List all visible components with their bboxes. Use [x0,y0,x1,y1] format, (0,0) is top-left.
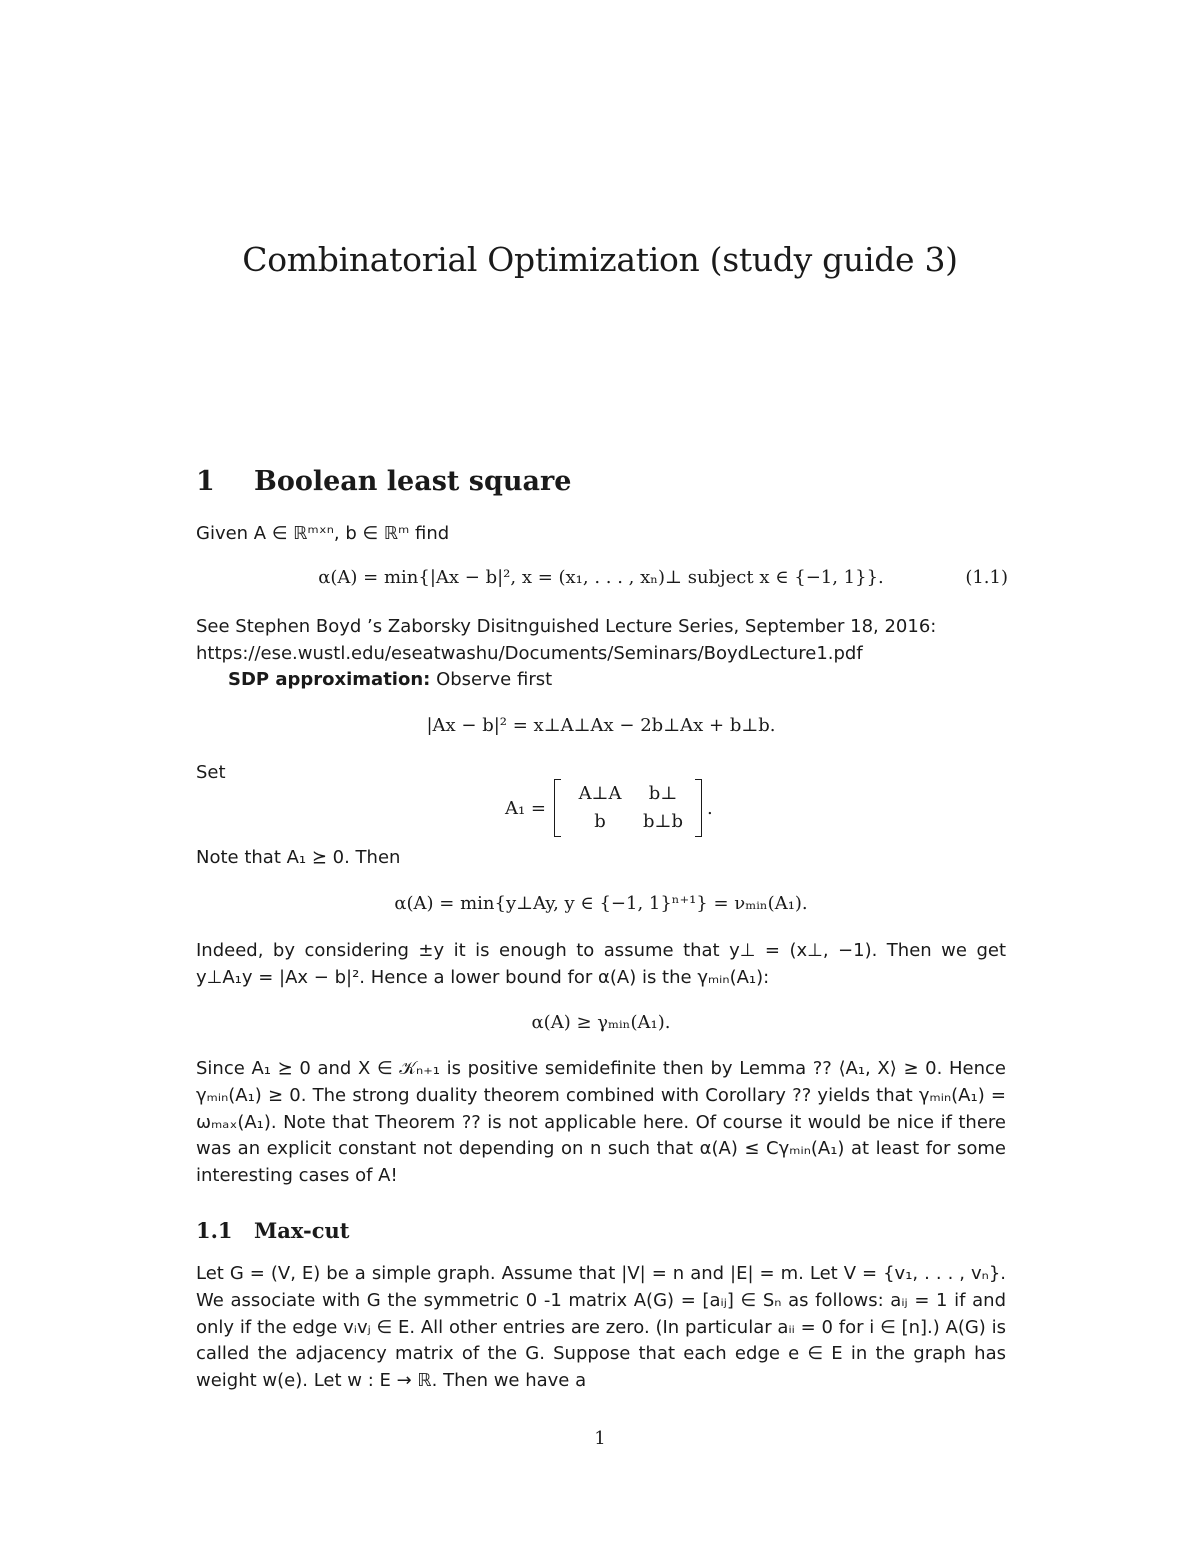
matrix-cell: b⊥b [643,811,684,832]
page-number: 1 [594,1428,606,1449]
note-line: Note that A₁ ⪰ 0. Then [196,847,401,868]
left-bracket [554,779,561,837]
section-heading [196,466,571,497]
matrix-period: . [707,797,713,819]
matrix-a1 [505,778,713,838]
right-bracket [695,779,702,837]
maxcut-paragraph: Let G = (V, E) be a simple graph. Assume that |V| = n and |E| = m. Let V = {v₁, . . . , vₙ}. We associate with G the symmetric 0 -1 matrix A(G) = [aᵢⱼ] ∈ Sₙ as follows: aᵢⱼ = 1 if and only if the edge vᵢvⱼ ∈ E. All other entries are zero. (In particular aᵢᵢ = 0 for i ∈ [n].) A(G) is called the adjacency matrix of the G. Suppose that each edge e ∈ E in the graph has weight w(e). Let w : E → ℝ. Then we have a [196,1263,1006,1392]
equation-expand: |Ax − b|² = x⊥A⊥Ax − 2b⊥Ax + b⊥b. [426,715,776,736]
matrix-cell: A⊥A [578,783,622,804]
since-paragraph: Since A₁ ⪰ 0 and X ∈ 𝒦ₙ₊₁ is positive semidefinite then by Lemma ?? ⟨A₁, X⟩ ≥ 0. Hence γₘᵢₙ(A₁) ≥ 0. The strong duality theorem combined with Corollary ?? yields that γₘᵢₙ(A₁) = ωₘₐₓ(A₁). Note that Theorem ?? is not applicable here. Of course it would be nice if there was an explicit constant not depending on n such that α(A) ≤ Cγₘᵢₙ(A₁) at least for some interesting cases of A! [196,1058,1006,1187]
equation-alpha: α(A) = min{y⊥Ay, y ∈ {−1, 1}ⁿ⁺¹} = νₘᵢₙ(A₁). [394,893,808,914]
section-title: Boolean least square [254,466,572,497]
equation-number: (1.1) [965,567,1008,588]
set-word: Set [196,762,226,783]
matrix-lhs: A₁ = [505,797,547,819]
sdp-label: SDP approximation: [228,669,431,690]
subsection-number: 1.1 [196,1218,233,1243]
indeed-paragraph: Indeed, by considering ±y it is enough to assume that y⊥ = (x⊥, −1). Then we get y⊥A₁y = |Ax − b|². Hence a lower bound for α(A) is the γₘᵢₙ(A₁): [196,940,1006,988]
sdp-line [196,667,1038,693]
subsection-heading [196,1218,349,1243]
equation-1-1: α(A) = min{|Ax − b|², x = (x₁, . . . , xₙ)⊥ subject x ∈ {−1, 1}}. [318,567,884,588]
sdp-text: Observe first [430,669,553,690]
section-number: 1 [196,466,215,497]
matrix-cell: b [594,811,606,832]
subsection-title: Max-cut [254,1218,350,1243]
page-title: Combinatorial Optimization (study guide 3) [242,240,958,279]
equation-bound: α(A) ≥ γₘᵢₙ(A₁). [531,1012,671,1033]
reference-url[interactable]: https://ese.wustl.edu/eseatwashu/Documents/Seminars/BoydLecture1.pdf [196,643,863,664]
given-line: Given A ∈ ℝᵐˣⁿ, b ∈ ℝᵐ find [196,523,450,544]
matrix-grid [561,781,695,835]
reference-line: See Stephen Boyd ’s Zaborsky Disitnguished Lecture Series, September 18, 2016: [196,616,937,637]
matrix-cell: b⊥ [648,783,678,804]
